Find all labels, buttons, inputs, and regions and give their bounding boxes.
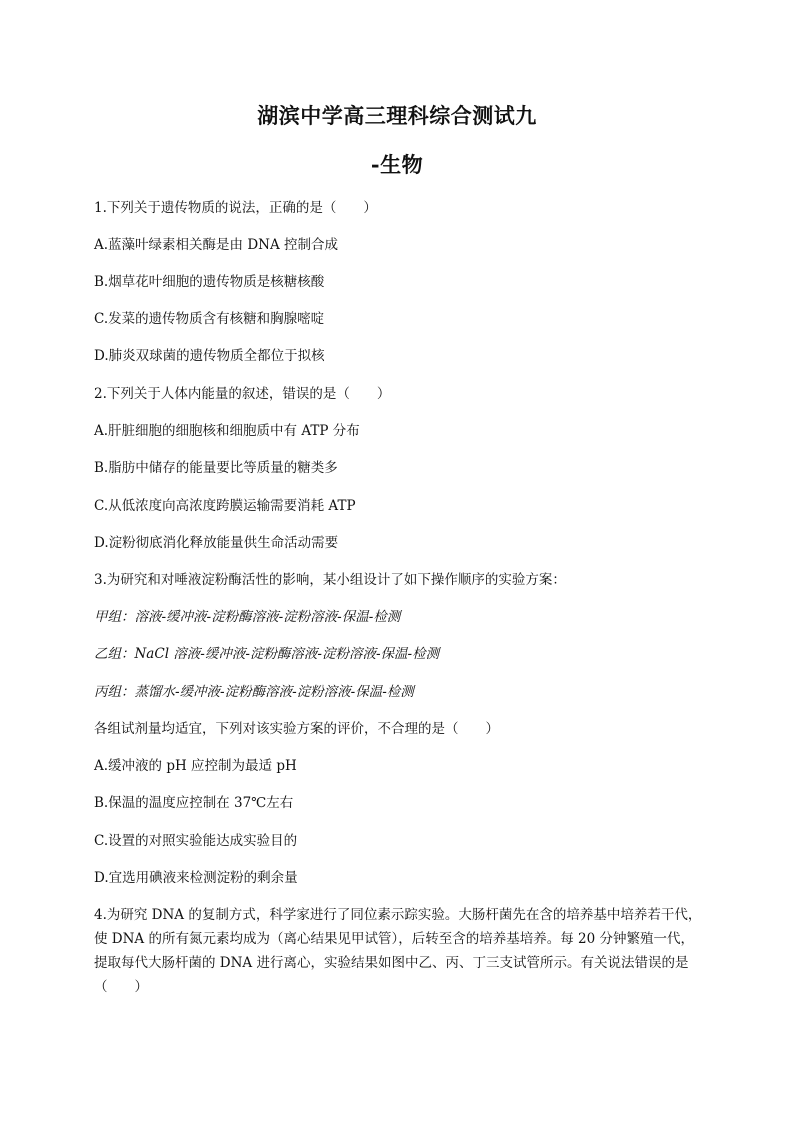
page-title-line-2: -生物 (370, 152, 424, 177)
question-2-option-d: D.淀粉彻底消化释放能量供生命活动需要 (94, 535, 339, 551)
question-2-stem: 2.下列关于人体内能量的叙述，错误的是（ ） (94, 386, 391, 402)
question-1-option-d: D.肺炎双球菌的遗传物质全都位于拟核 (94, 348, 325, 364)
question-1-option-c: C.发菜的遗传物质含有核糖和胸腺嘧啶 (94, 311, 325, 327)
question-2-option-a: A.肝脏细胞的细胞核和细胞质中有 ATP 分布 (94, 423, 360, 439)
question-3-option-c: C.设置的对照实验能达成实验目的 (94, 833, 298, 849)
question-3-option-a: A.缓冲液的 pH 应控制为最适 pH (94, 758, 297, 774)
question-1-option-a: A.蓝藻叶绿素相关酶是由 DNA 控制合成 (94, 237, 339, 253)
question-3-question: 各组试剂量均适宜，下列对该实验方案的评价，不合理的是（ ） (94, 721, 499, 737)
question-1-stem: 1.下列关于遗传物质的说法，正确的是（ ） (94, 200, 377, 216)
question-3-group-yi: 乙组：NaCl 溶液-缓冲液-淀粉酶溶液-淀粉溶液-保温-检测 (94, 646, 440, 662)
question-2-option-c: C.从低浓度向高浓度跨膜运输需要消耗 ATP (94, 498, 356, 514)
question-3-option-d: D.宜选用碘液来检测淀粉的剩余量 (94, 870, 298, 886)
question-2-option-b: B.脂肪中储存的能量要比等质量的糖类多 (94, 460, 338, 476)
question-4-stem: 4.为研究 DNA 的复制方式，科学家进行了同位素示踪实验。大肠杆菌先在含的培养基中培养若干代，使 DNA 的所有氮元素均成为（离心结果见甲试管），后转至含的培养基培养。每 20 分钟繁殖一代，提取每代大肠杆菌的 DNA 进行离心，实验结果如图中乙、丙、丁三支试管所示。有关说法错误的是（ ） (94, 907, 702, 995)
question-3-group-bing: 丙组：蒸馏水-缓冲液-淀粉酶溶液-淀粉溶液-保温-检测 (94, 684, 414, 700)
question-3-stem: 3.为研究和对唾液淀粉酶活性的影响，某小组设计了如下操作顺序的实验方案： (94, 572, 566, 588)
question-3-option-b: B.保温的温度应控制在 37℃左右 (94, 795, 294, 811)
question-3-group-jia: 甲组：溶液-缓冲液-淀粉酶溶液-淀粉溶液-保温-检测 (94, 609, 401, 625)
question-1-option-b: B.烟草花叶细胞的遗传物质是核糖核酸 (94, 274, 325, 290)
page-title-line-1: 湖滨中学高三理科综合测试九 (257, 103, 537, 128)
